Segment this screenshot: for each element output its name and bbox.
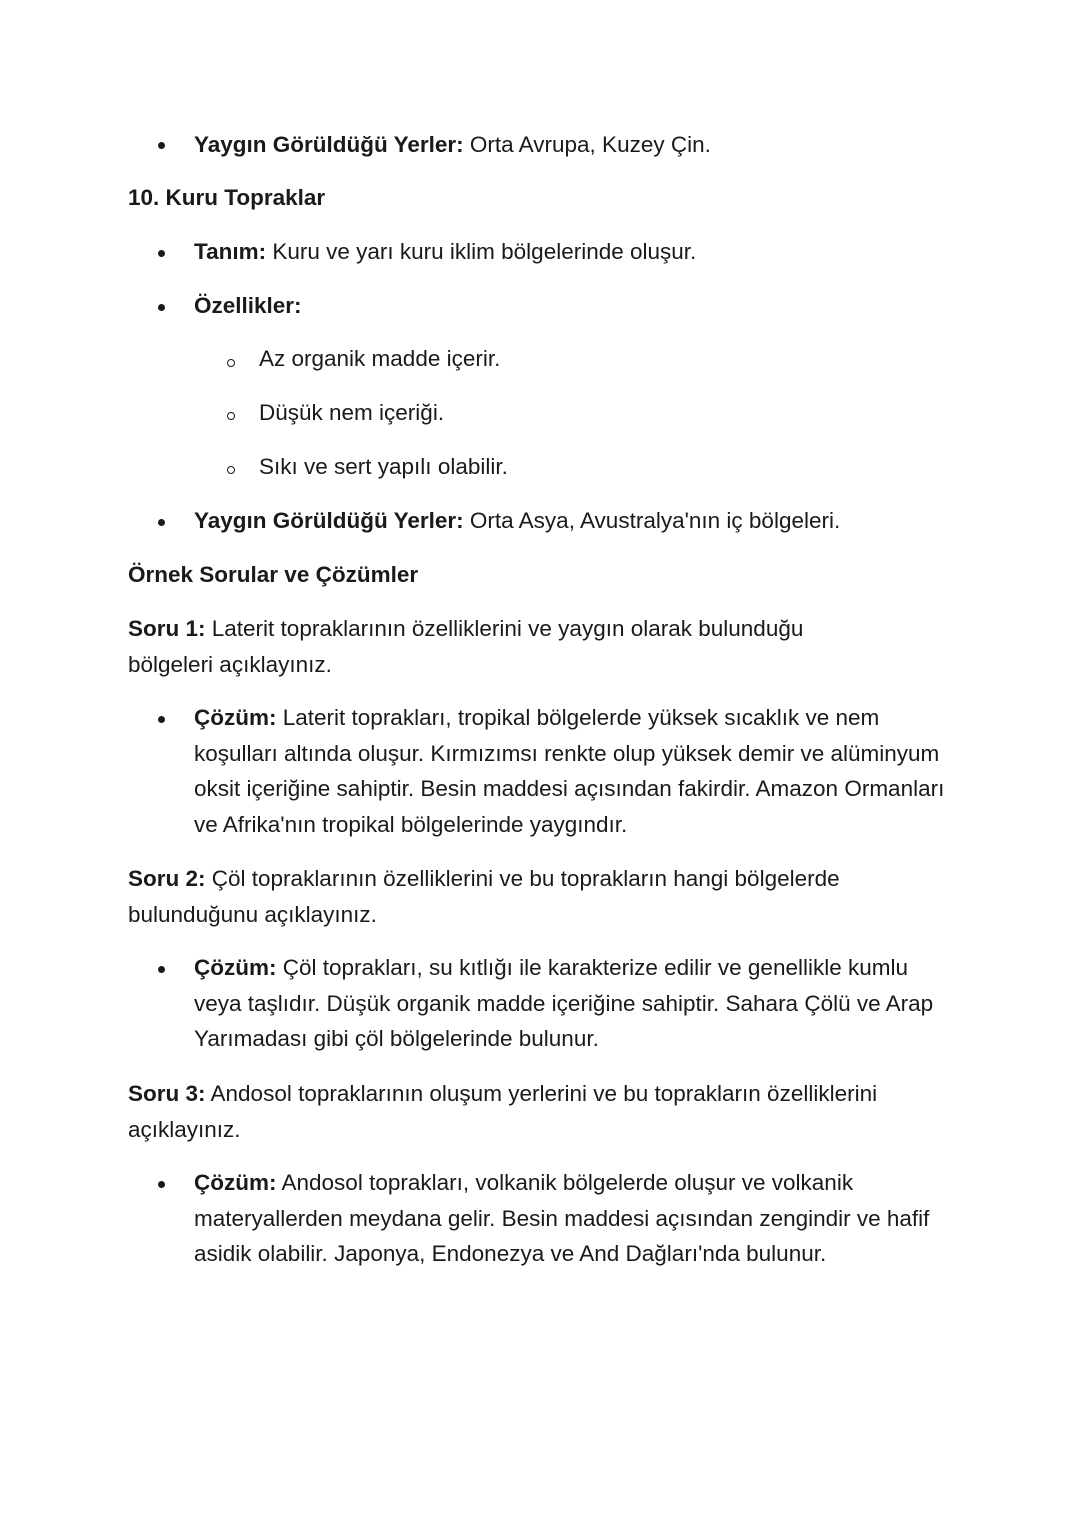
definition-item: [194, 234, 696, 270]
question-1: [128, 611, 888, 682]
bullet-icon: [158, 716, 165, 723]
question-label: Soru 3:: [128, 1081, 206, 1106]
bullet-icon: [158, 966, 165, 973]
feature-item: Düşük nem içeriği.: [259, 400, 445, 425]
sub-bullet-icon: [227, 466, 235, 474]
bullet-icon: [158, 304, 165, 311]
question-label: Soru 2:: [128, 866, 206, 891]
bullet-icon: [158, 1181, 165, 1188]
sub-bullet-icon: [227, 412, 235, 420]
question-text: Laterit topraklarının özelliklerini ve yaygın olarak bulunduğu bölgeleri açıklayınız.: [128, 616, 804, 677]
bullet-icon: [158, 250, 165, 257]
feature-item: Sıkı ve sert yapılı olabilir.: [259, 454, 508, 479]
question-text: Andosol topraklarının oluşum yerlerini ve bu toprakların özelliklerini açıklayınız.: [128, 1081, 878, 1142]
solution-text: Laterit toprakları, tropikal bölgelerde yüksek sıcaklık ve nem koşulları altında oluşur. Kırmızımsı renkte olup yüksek demir ve alüminyum oksit içeriğine sahiptir. Besin maddesi açısından fakirdir. Amazon Ormanları ve Afrika'nın tropikal bölgelerinde yaygındır.: [194, 705, 945, 837]
common-places-label: Yaygın Görüldüğü Yerler:: [194, 132, 464, 157]
examples-heading: Örnek Sorular ve Çözümler: [128, 562, 419, 587]
solution-3: [194, 1165, 954, 1272]
bullet-icon: [158, 142, 165, 149]
solution-label: Çözüm:: [194, 705, 277, 730]
feature-item: Az organik madde içerir.: [259, 346, 501, 371]
sub-bullet-icon: [227, 359, 235, 367]
solution-2: [194, 950, 934, 1057]
question-label: Soru 1:: [128, 616, 206, 641]
question-3: [128, 1076, 963, 1147]
question-text: Çöl topraklarının özelliklerini ve bu toprakların hangi bölgelerde bulunduğunu açıklayınız.: [128, 866, 840, 927]
solution-label: Çözüm:: [194, 1170, 277, 1195]
definition-label: Tanım:: [194, 239, 267, 264]
definition-value: Kuru ve yarı kuru iklim bölgelerinde oluşur.: [266, 239, 697, 264]
common-places-value: Orta Avrupa, Kuzey Çin.: [463, 132, 711, 157]
common-places-label: Yaygın Görüldüğü Yerler:: [194, 508, 464, 533]
solution-text: Andosol toprakları, volkanik bölgelerde oluşur ve volkanik materyallerden meydana gelir. Besin maddesi açısından zengindir ve hafif asidik olabilir. Japonya, Endonezya ve And Dağları'nda bulunur.: [194, 1170, 930, 1266]
section-heading: 10. Kuru Topraklar: [128, 185, 326, 210]
bullet-icon: [158, 519, 165, 526]
solution-1: [194, 700, 954, 842]
solution-text: Çöl toprakları, su kıtlığı ile karakterize edilir ve genellikle kumlu veya taşlıdır. Düşük organik madde içeriğine sahiptir. Sahara Çölü ve Arap Yarımadası gibi çöl bölgelerinde bulunur.: [194, 955, 934, 1051]
question-2: [128, 861, 918, 932]
common-places-value: Orta Asya, Avustralya'nın iç bölgeleri.: [463, 508, 841, 533]
features-label: Özellikler:: [194, 293, 302, 318]
common-places-item: [194, 503, 840, 539]
solution-label: Çözüm:: [194, 955, 277, 980]
common-places-item: [194, 127, 711, 163]
